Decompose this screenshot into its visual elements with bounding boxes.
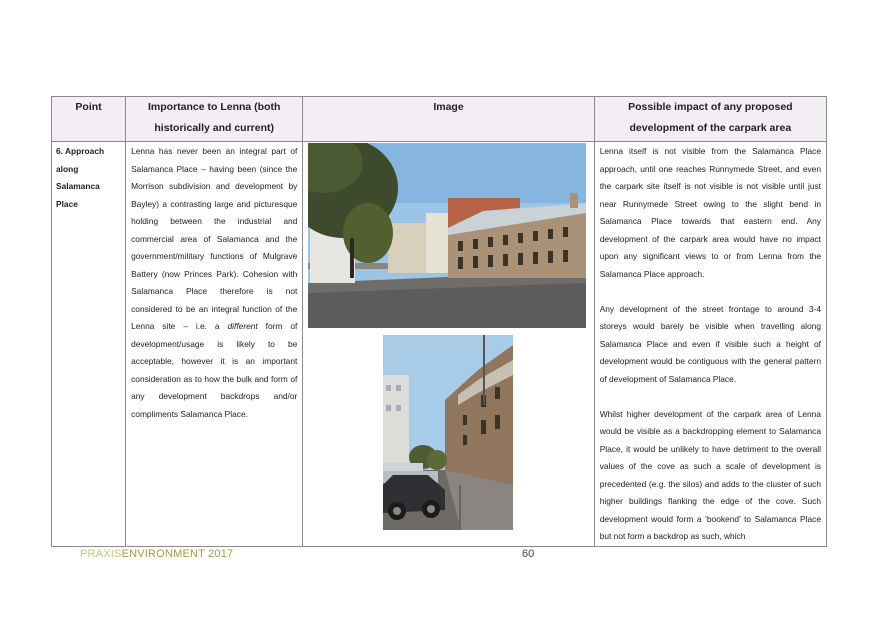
header-impact-line2: development of the carpark area — [629, 122, 792, 134]
brand-praxis: PRAXIS — [80, 548, 122, 560]
header-point: Point — [52, 97, 126, 142]
street-photo-tall — [383, 335, 513, 530]
impact-paragraph: Lenna itself is not visible from the Salamanca Place approach, until one reaches Runnymede Street, and even the carpark site itself is not visible is not visible until just near Runnymede Street owing to the slight bend in Salamanca Place towards that eastern end. Any development of the carpark area would have no impact upon any significant views to or from Lenna from the Salamanca Place approach. — [599, 146, 821, 279]
importance-cell — [126, 142, 303, 547]
header-impact — [594, 97, 826, 142]
header-impact-line1: Possible impact of any proposed — [628, 101, 793, 113]
impact-paragraph: Whilst higher development of the carpark area of Lenna would be visible as a backdropping element to Salamanca Place, it would be unlikely to have detriment to the overall values of the cove as such a scale of development is precedented (e.g. the silos) and adds to the cluster of such higher buildings flanking the edge of the cove. Such development would form a ‘bookend’ to Salamanca Place but not form a backdrop as such, which — [599, 408, 821, 541]
assessment-table — [51, 96, 827, 547]
point-line: 6. Approach — [56, 146, 105, 156]
header-importance-line1: Importance to Lenna (both — [147, 101, 281, 113]
point-line: Place — [56, 198, 78, 209]
impact-cell — [594, 142, 826, 547]
header-image: Image — [303, 97, 594, 142]
importance-paragraph: Lenna has never been an integral part of Salamanca Place – having been (since the Morrison subdivision and development by Bayley) a contrasting large and picturesque holding between the industrial and commercial area of Salamanca and the government/military functions of Mulgrave Battery (now Princes Park). Cohesion with Salamanca Place therefore is not considered to be an integral function of the Lenna site – i.e. a different form of development/usage is likely to be acceptable, however it is an important consideration as to how the bulk and form of any development backdrops and/or compliments Salamanca Place. — [131, 146, 298, 419]
header-importance — [126, 97, 303, 142]
street-photo-wide — [308, 143, 586, 328]
footer-brand — [80, 548, 233, 560]
impact-paragraph: Any development of the street frontage to around 3-4 storeys would barely be visible when travelling along Salamanca Place and even if visible such a height of development would be contiguous with the general pattern of development of Salamanca Place. — [599, 303, 821, 384]
point-line: along — [56, 163, 79, 174]
header-importance-line2: historically and current) — [154, 122, 275, 134]
point-cell — [52, 142, 126, 547]
point-line: Salamanca — [56, 181, 100, 191]
page-number: 60 — [522, 548, 535, 560]
emphasis-text: different — [227, 321, 258, 331]
image-cell — [303, 142, 594, 547]
table-header-row — [52, 97, 827, 142]
brand-environment-year: ENVIRONMENT 2017 — [121, 548, 234, 560]
table-row — [52, 142, 827, 547]
